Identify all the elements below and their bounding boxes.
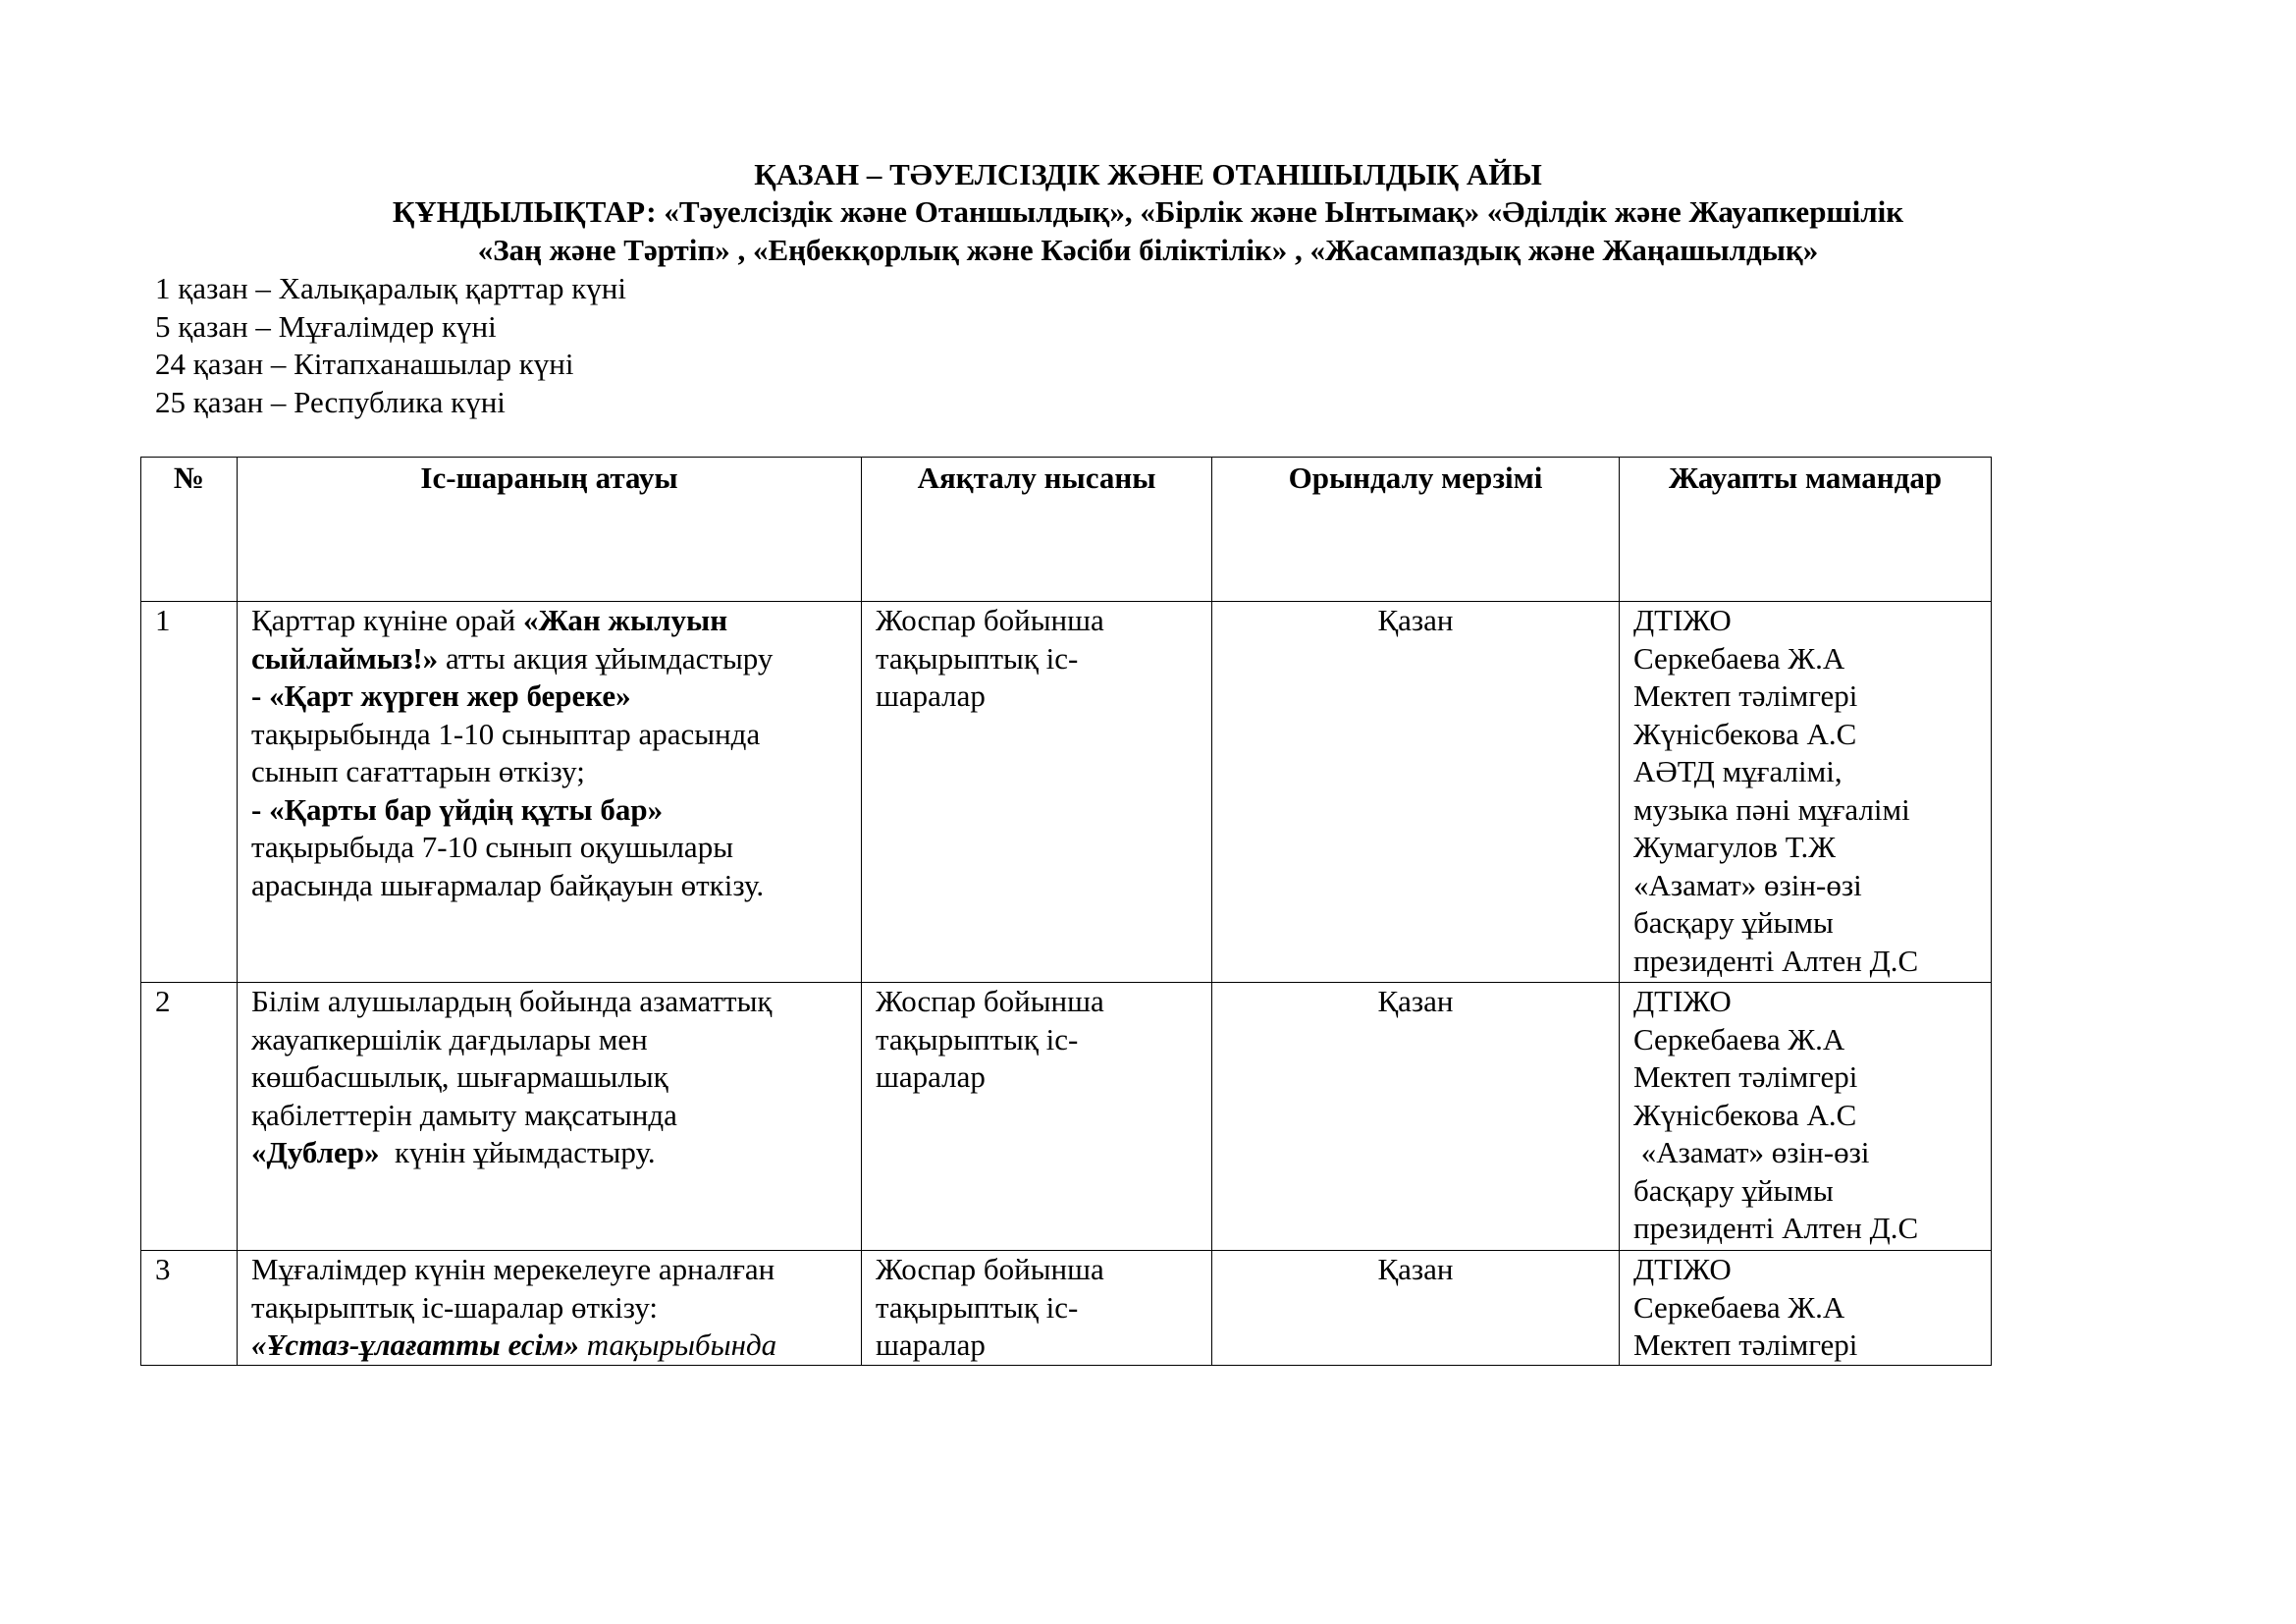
dates-list (155, 270, 626, 421)
responsible-list: ДТІЖО Серкебаева Ж.А Мектеп тәлімгері Жүнісбекова А.С АӘТД мұғалімі, музыка пәні мұғалімі Жумагулов Т.Ж «Азамат» өзін-өзі басқару ұйымы президенті Алтен Д.С (1620, 602, 1992, 983)
completion-form: Жоспар бойынша тақырыптық іс- шаралар (862, 983, 1212, 1251)
table-row (141, 1251, 1992, 1366)
header-number: № (141, 458, 238, 602)
date-item: 24 қазан – Кітапханашылар күні (155, 347, 574, 381)
deadline: Қазан (1212, 983, 1620, 1251)
deadline: Қазан (1212, 1251, 1620, 1366)
event-description: Қарттар күніне орай «Жан жылуын сыйлаймыз!» атты акция ұйымдастыру - «Қарт жүрген жер береке» тақырыбында 1-10 сыныптар арасында сынып сағаттарын өткізу; - «Қарты бар үйдің құты бар» тақырыбыда 7-10 сынып оқушылары арасында шығармалар байқауын өткізу. (238, 602, 862, 983)
table-row (141, 983, 1992, 1251)
header-deadline: Орындалу мерзімі (1212, 458, 1620, 602)
event-description: Мұғалімдер күнін мерекелеуге арналған тақырыптық іс-шаралар өткізу: «Ұстаз-ұлағатты есім» тақырыбында (238, 1251, 862, 1366)
date-item: 1 қазан – Халықаралық қарттар күні (155, 271, 627, 305)
row-number: 1 (141, 602, 238, 983)
header-responsible: Жауапты мамандар (1620, 458, 1992, 602)
date-item: 25 қазан – Республика күні (155, 384, 506, 419)
responsible-list: ДТІЖО Серкебаева Ж.А Мектеп тәлімгері (1620, 1251, 1992, 1366)
events-table (140, 457, 1992, 1366)
completion-form: Жоспар бойынша тақырыптық іс- шаралар (862, 1251, 1212, 1366)
table-header-row (141, 458, 1992, 602)
responsible-list: ДТІЖО Серкебаева Ж.А Мектеп тәлімгері Жүнісбекова А.С «Азамат» өзін-өзі басқару ұйымы президенті Алтен Д.С (1620, 983, 1992, 1251)
table-row (141, 602, 1992, 983)
row-number: 3 (141, 1251, 238, 1366)
deadline: Қазан (1212, 602, 1620, 983)
values-line-2: «Заң және Тәртіп» , «Еңбекқорлық және Кәсіби біліктілік» , «Жасампаздық және Жаңашылдық» (477, 233, 1819, 267)
page-title: ҚАЗАН – ТӘУЕЛСІЗДІК ЖӘНЕ ОТАНШЫЛДЫҚ АЙЫ (754, 157, 1542, 191)
values-line-1: ҚҰНДЫЛЫҚТАР: «Тәуелсіздік және Отаншылдық», «Бірлік және Ынтымақ» «Әділдік және Жауапкершілік (392, 194, 1904, 229)
header-completion-form: Аяқталу нысаны (862, 458, 1212, 602)
event-description: Білім алушылардың бойында азаматтық жауапкершілік дағдылары мен көшбасшылық, шығармашылық қабілеттерін дамыту мақсатында «Дублер» күнін ұйымдастыру. (238, 983, 862, 1251)
header-event-name: Іс-шараның атауы (238, 458, 862, 602)
row-number: 2 (141, 983, 238, 1251)
completion-form: Жоспар бойынша тақырыптық іс- шаралар (862, 602, 1212, 983)
date-item: 5 қазан – Мұғалімдер күні (155, 308, 497, 344)
